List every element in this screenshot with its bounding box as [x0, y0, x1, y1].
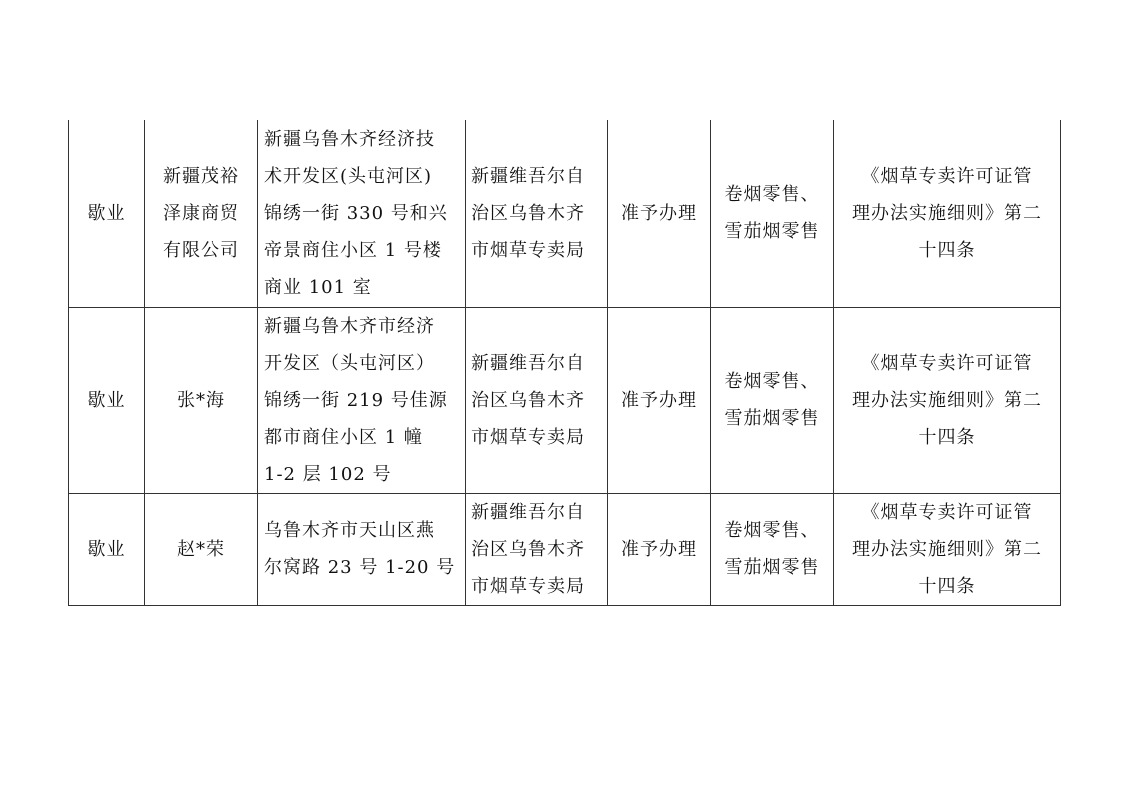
cell-type: 歇业	[69, 307, 145, 493]
cell-authority: 新疆维吾尔自 治区乌鲁木齐 市烟草专卖局	[466, 120, 608, 307]
cell-basis: 《烟草专卖许可证管 理办法实施细则》第二 十四条	[834, 493, 1061, 605]
cell-authority: 新疆维吾尔自 治区乌鲁木齐 市烟草专卖局	[466, 307, 608, 493]
license-table	[68, 120, 1061, 606]
cell-basis: 《烟草专卖许可证管 理办法实施细则》第二 十四条	[834, 307, 1061, 493]
cell-name: 赵*荣	[145, 493, 258, 605]
cell-status: 准予办理	[608, 120, 711, 307]
cell-name: 张*海	[145, 307, 258, 493]
cell-address: 新疆乌鲁木齐经济技 术开发区(头屯河区) 锦绣一街 330 号和兴 帝景商住小区 1 号楼 商业 101 室	[258, 120, 466, 307]
cell-authority: 新疆维吾尔自 治区乌鲁木齐 市烟草专卖局	[466, 493, 608, 605]
cell-name: 新疆茂裕 泽康商贸 有限公司	[145, 120, 258, 307]
cell-status: 准予办理	[608, 307, 711, 493]
cell-address: 乌鲁木齐市天山区燕 尔窝路 23 号 1-20 号	[258, 493, 466, 605]
cell-basis: 《烟草专卖许可证管 理办法实施细则》第二 十四条	[834, 120, 1061, 307]
table-row	[69, 493, 1061, 605]
cell-type: 歇业	[69, 493, 145, 605]
cell-scope: 卷烟零售、 雪茄烟零售	[711, 493, 834, 605]
cell-scope: 卷烟零售、 雪茄烟零售	[711, 307, 834, 493]
table-row	[69, 120, 1061, 307]
cell-address: 新疆乌鲁木齐市经济 开发区（头屯河区） 锦绣一街 219 号佳源 都市商住小区 1 幢 1-2 层 102 号	[258, 307, 466, 493]
cell-type: 歇业	[69, 120, 145, 307]
table-row	[69, 307, 1061, 493]
cell-scope: 卷烟零售、 雪茄烟零售	[711, 120, 834, 307]
cell-status: 准予办理	[608, 493, 711, 605]
